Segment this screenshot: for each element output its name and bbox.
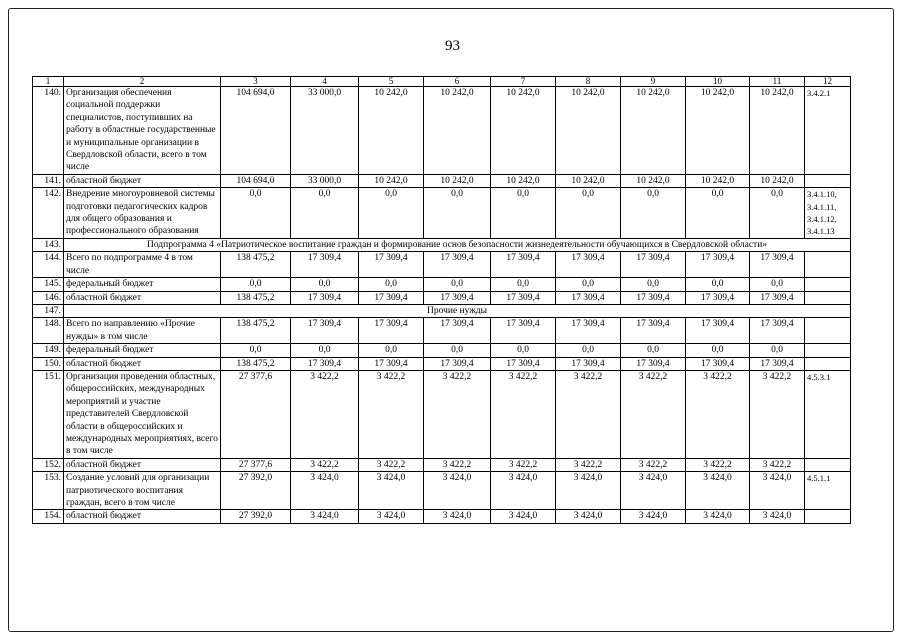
value-cell: 3 422,2 [556,370,621,458]
value-cell: 3 424,0 [621,472,686,510]
value-cell: 10 242,0 [556,87,621,175]
table-row [33,344,851,357]
row-label: Организация проведения областных, общероссийских, международных мероприятий и участие представителей Свердловской области в общероссийских и международных мероприятиях, всего в том числе [64,370,221,458]
column-header: 8 [556,77,621,87]
target-code [805,252,851,278]
table-row [33,87,851,175]
value-cell: 3 422,2 [491,370,556,458]
table-row [33,278,851,291]
value-cell: 3 422,2 [686,370,750,458]
value-cell: 17 309,4 [424,291,491,304]
value-cell: 138 475,2 [221,357,291,370]
value-cell: 3 424,0 [291,472,359,510]
row-label: Внедрение многоуровневой системы подготовки педагогических кадров для общего образования и профессионального образования [64,188,221,239]
table-row [33,291,851,304]
value-cell: 3 424,0 [491,472,556,510]
column-header: 7 [491,77,556,87]
value-cell: 3 422,2 [750,458,805,471]
table-row [33,357,851,370]
row-label: федеральный бюджет [64,344,221,357]
value-cell: 0,0 [291,278,359,291]
row-label: Создание условий для организации патриотического воспитания граждан, всего в том числе [64,472,221,510]
value-cell: 3 422,2 [291,458,359,471]
value-cell: 10 242,0 [491,87,556,175]
row-label: Организация обеспечения социальной поддержки специалистов, поступивших на работу в областные государственные и муниципальные организации в Свердловской области, всего в том числе [64,87,221,175]
value-cell: 3 424,0 [359,510,424,523]
row-number: 154. [33,510,64,523]
value-cell: 27 377,6 [221,370,291,458]
value-cell: 17 309,4 [556,291,621,304]
value-cell: 3 424,0 [556,472,621,510]
value-cell: 0,0 [556,278,621,291]
value-cell: 17 309,4 [750,252,805,278]
section-row [33,238,851,251]
value-cell: 138 475,2 [221,291,291,304]
value-cell: 17 309,4 [750,291,805,304]
value-cell: 27 392,0 [221,472,291,510]
target-code [805,291,851,304]
value-cell: 0,0 [491,188,556,239]
column-header: 10 [686,77,750,87]
target-code [805,344,851,357]
column-header: 12 [805,77,851,87]
value-cell: 17 309,4 [556,318,621,344]
budget-table [32,76,851,524]
value-cell: 17 309,4 [424,318,491,344]
value-cell: 3 422,2 [750,370,805,458]
value-cell: 138 475,2 [221,252,291,278]
row-number: 142. [33,188,64,239]
value-cell: 27 392,0 [221,510,291,523]
value-cell: 3 424,0 [424,510,491,523]
table-row [33,510,851,523]
value-cell: 17 309,4 [291,291,359,304]
value-cell: 0,0 [491,344,556,357]
value-cell: 17 309,4 [556,252,621,278]
value-cell: 17 309,4 [291,318,359,344]
row-number: 152. [33,458,64,471]
value-cell: 0,0 [424,188,491,239]
value-cell: 0,0 [359,188,424,239]
table-row [33,472,851,510]
value-cell: 33 000,0 [291,87,359,175]
value-cell: 17 309,4 [621,291,686,304]
value-cell: 10 242,0 [750,174,805,187]
table-body [33,87,851,524]
value-cell: 0,0 [750,278,805,291]
value-cell: 3 424,0 [686,472,750,510]
value-cell: 17 309,4 [359,291,424,304]
row-label: федеральный бюджет [64,278,221,291]
value-cell: 0,0 [686,278,750,291]
value-cell: 3 422,2 [621,458,686,471]
value-cell: 17 309,4 [621,357,686,370]
column-header: 3 [221,77,291,87]
row-label: областной бюджет [64,357,221,370]
value-cell: 17 309,4 [686,357,750,370]
value-cell: 0,0 [621,278,686,291]
value-cell: 10 242,0 [359,87,424,175]
value-cell: 3 424,0 [750,510,805,523]
value-cell: 10 242,0 [621,174,686,187]
value-cell: 17 309,4 [621,252,686,278]
value-cell: 3 422,2 [686,458,750,471]
value-cell: 17 309,4 [291,252,359,278]
value-cell: 3 422,2 [359,370,424,458]
row-label: Всего по подпрограмме 4 в том числе [64,252,221,278]
row-number: 149. [33,344,64,357]
value-cell: 17 309,4 [359,252,424,278]
row-number: 147. [33,304,64,317]
value-cell: 17 309,4 [621,318,686,344]
value-cell: 0,0 [750,188,805,239]
value-cell: 0,0 [221,344,291,357]
value-cell: 17 309,4 [359,357,424,370]
value-cell: 10 242,0 [621,87,686,175]
row-number: 153. [33,472,64,510]
target-code: 4.5.1.1 [805,472,851,510]
section-title: Подпрограмма 4 «Патриотическое воспитание граждан и формирование основ безопасности жизнедеятельности обучающихся в Свердловской области» [64,238,851,251]
value-cell: 10 242,0 [556,174,621,187]
value-cell: 0,0 [424,344,491,357]
value-cell: 17 309,4 [750,357,805,370]
value-cell: 3 422,2 [491,458,556,471]
value-cell: 10 242,0 [750,87,805,175]
column-header: 9 [621,77,686,87]
value-cell: 17 309,4 [491,252,556,278]
value-cell: 17 309,4 [424,357,491,370]
value-cell: 0,0 [221,278,291,291]
table-row [33,318,851,344]
value-cell: 0,0 [556,188,621,239]
page-number: 93 [445,38,460,54]
column-header: 1 [33,77,64,87]
column-header-row [33,77,851,87]
row-number: 145. [33,278,64,291]
value-cell: 0,0 [424,278,491,291]
section-row [33,304,851,317]
row-label: областной бюджет [64,291,221,304]
row-label: областной бюджет [64,458,221,471]
row-label: областной бюджет [64,510,221,523]
value-cell: 17 309,4 [491,357,556,370]
column-header: 11 [750,77,805,87]
column-header: 2 [64,77,221,87]
value-cell: 17 309,4 [359,318,424,344]
value-cell: 10 242,0 [424,174,491,187]
value-cell: 138 475,2 [221,318,291,344]
value-cell: 0,0 [359,344,424,357]
value-cell: 0,0 [556,344,621,357]
row-number: 144. [33,252,64,278]
table-row [33,458,851,471]
row-label: Всего по направлению «Прочие нужды» в том числе [64,318,221,344]
value-cell: 0,0 [686,344,750,357]
value-cell: 10 242,0 [424,87,491,175]
value-cell: 17 309,4 [491,291,556,304]
value-cell: 3 424,0 [491,510,556,523]
target-code [805,318,851,344]
value-cell: 17 309,4 [424,252,491,278]
row-number: 143. [33,238,64,251]
value-cell: 0,0 [221,188,291,239]
value-cell: 10 242,0 [491,174,556,187]
value-cell: 33 000,0 [291,174,359,187]
column-header: 4 [291,77,359,87]
value-cell: 3 424,0 [556,510,621,523]
value-cell: 0,0 [359,278,424,291]
value-cell: 17 309,4 [556,357,621,370]
value-cell: 10 242,0 [359,174,424,187]
value-cell: 0,0 [750,344,805,357]
value-cell: 3 422,2 [424,458,491,471]
value-cell: 17 309,4 [291,357,359,370]
column-header: 6 [424,77,491,87]
target-code: 4.5.3.1 [805,370,851,458]
column-header: 5 [359,77,424,87]
value-cell: 17 309,4 [491,318,556,344]
row-number: 151. [33,370,64,458]
value-cell: 104 694,0 [221,174,291,187]
value-cell: 0,0 [491,278,556,291]
value-cell: 3 422,2 [556,458,621,471]
value-cell: 0,0 [291,188,359,239]
value-cell: 0,0 [686,188,750,239]
value-cell: 0,0 [621,344,686,357]
value-cell: 3 424,0 [621,510,686,523]
value-cell: 10 242,0 [686,87,750,175]
value-cell: 27 377,6 [221,458,291,471]
row-number: 146. [33,291,64,304]
target-code [805,278,851,291]
target-code: 3.4.2.1 [805,87,851,175]
value-cell: 3 422,2 [621,370,686,458]
value-cell: 3 424,0 [359,472,424,510]
value-cell: 10 242,0 [686,174,750,187]
value-cell: 0,0 [291,344,359,357]
row-label: областной бюджет [64,174,221,187]
row-number: 148. [33,318,64,344]
value-cell: 0,0 [621,188,686,239]
value-cell: 17 309,4 [686,252,750,278]
row-number: 150. [33,357,64,370]
value-cell: 3 422,2 [359,458,424,471]
row-number: 141. [33,174,64,187]
target-code [805,174,851,187]
value-cell: 3 422,2 [424,370,491,458]
section-title: Прочие нужды [64,304,851,317]
table-row [33,252,851,278]
target-code: 3.4.1.10, 3.4.1.11, 3.4.1.12, 3.4.1.13 [805,188,851,239]
value-cell: 3 424,0 [686,510,750,523]
value-cell: 104 694,0 [221,87,291,175]
table-row [33,188,851,239]
value-cell: 3 424,0 [424,472,491,510]
value-cell: 3 422,2 [291,370,359,458]
table-row [33,174,851,187]
target-code [805,357,851,370]
target-code [805,510,851,523]
value-cell: 17 309,4 [750,318,805,344]
row-number: 140. [33,87,64,175]
value-cell: 17 309,4 [686,318,750,344]
table-row [33,370,851,458]
target-code [805,458,851,471]
value-cell: 17 309,4 [686,291,750,304]
value-cell: 3 424,0 [750,472,805,510]
value-cell: 3 424,0 [291,510,359,523]
